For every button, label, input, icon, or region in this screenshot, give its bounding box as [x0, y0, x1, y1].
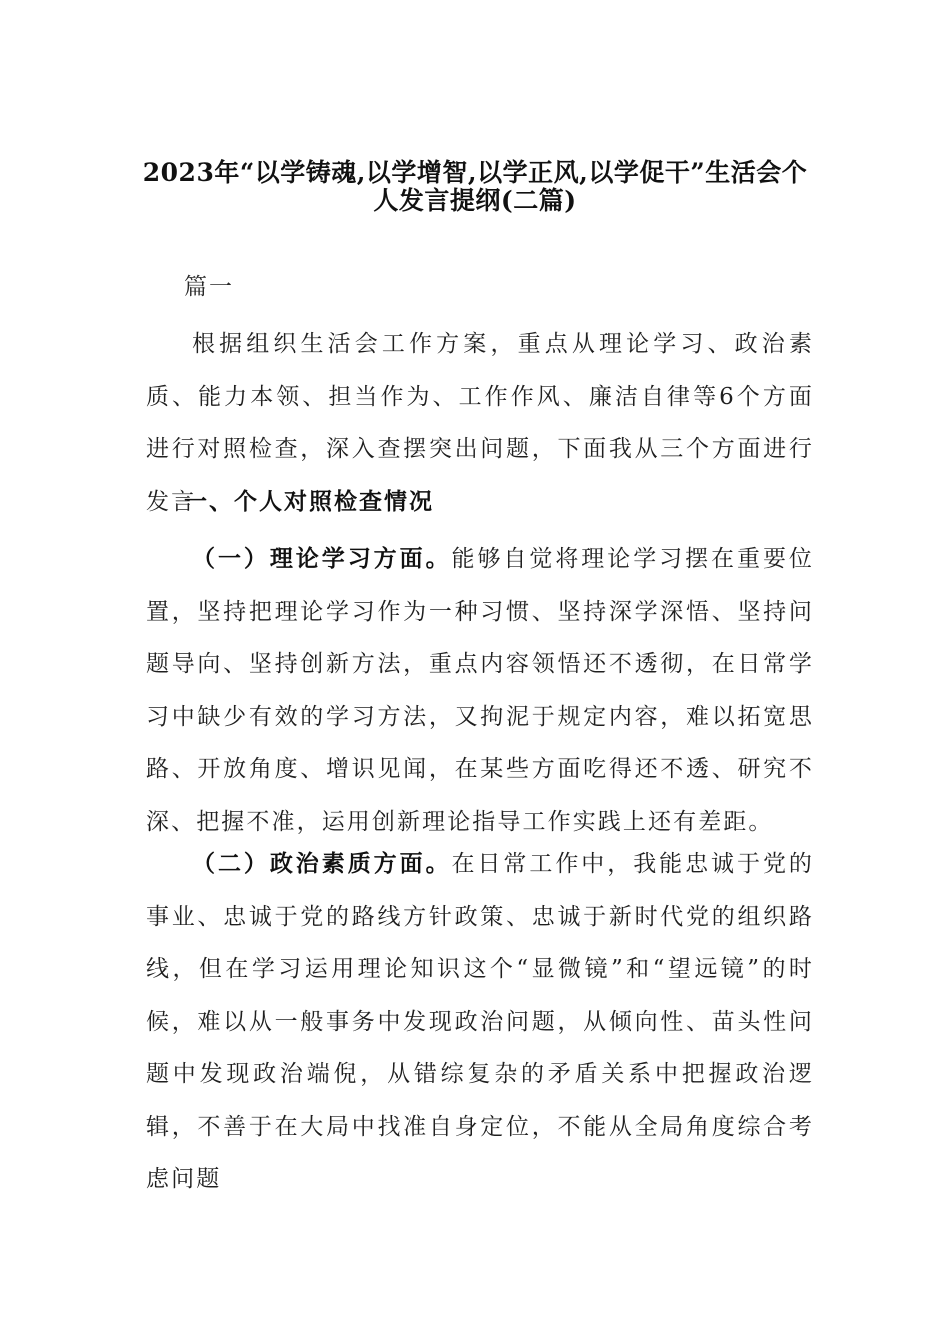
section-heading: 一、个人对照检查情况 — [184, 488, 434, 515]
item-political-quality-label: （二）政治素质方面。 — [192, 850, 452, 877]
item-theory-study-text: 能够自觉将理论学习摆在重要位置，坚持把理论学习作为一种习惯、坚持深学深悟、坚持问题导向、坚持创新方法，重点内容领悟还不透彻，在日常学习中缺少有效的学习方法，又拘泥于规定内容，难以拓宽思路、开放角度、增识见闻，在某些方面吃得还不透、研究不深、把握不准，运用创新理论指导工作实践上还有差距。 — [146, 546, 815, 835]
intro-paragraph: 根据组织生活会工作方案，重点从理论学习、政治素质、能力本领、担当作为、工作作风、廉洁自律等6个方面进行对照检查，深入查摆突出问题，下面我从三个方面进行发言 — [146, 331, 814, 515]
item-political-quality — [146, 838, 814, 1206]
document-title-line-2: 人发言提纲(二篇) — [373, 186, 577, 215]
section-label: 篇一 — [184, 274, 234, 300]
item-theory-study-label: （一）理论学习方面。 — [192, 545, 452, 572]
item-political-quality-text: 在日常工作中，我能忠诚于党的事业、忠诚于党的路线方针政策、忠诚于新时代党的组织路线，但在学习运用理论知识这个“显微镜”和“望远镜”的时候，难以从一般事务中发现政治问题，从倾向性、苗头性问题中发现政治端倪，从错综复杂的矛盾关系中把握政治逻辑，不善于在大局中找准自身定位，不能从全局角度综合考虑问题 — [146, 851, 815, 1192]
item-theory-study — [146, 533, 814, 848]
document-title-line-1: 2023年“以学铸魂,以学增智,以学正风,以学促干”生活会个 — [142, 158, 808, 187]
